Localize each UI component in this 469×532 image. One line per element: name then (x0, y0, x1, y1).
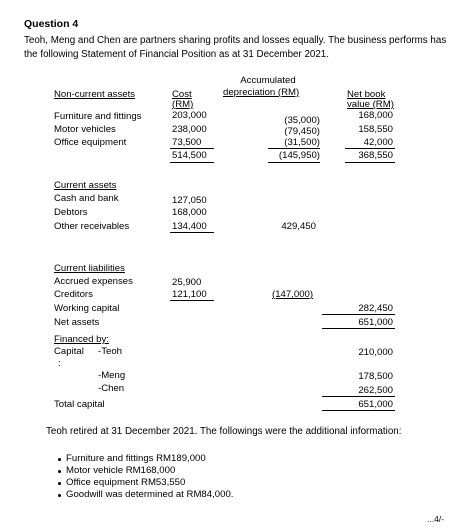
total-underline (345, 148, 395, 149)
working-capital-value: 282,450 (358, 303, 393, 314)
page-marker: ...4/- (427, 514, 445, 524)
total-underline (322, 328, 395, 329)
header-nbv: Net book (347, 89, 386, 100)
fixed-asset-cost: 73,500 (172, 137, 202, 148)
net-assets-value: 651,000 (358, 317, 393, 328)
current-asset-value: 168,000 (172, 207, 207, 218)
bullet-dot (58, 482, 61, 485)
current-liabilities-total: (147,000) (272, 289, 314, 300)
current-asset-name: Other receivables (54, 221, 130, 232)
current-asset-name: Cash and bank (54, 193, 119, 204)
current-asset-name: Debtors (54, 207, 88, 218)
bullet-item: Motor vehicle RM168,000 (66, 465, 176, 476)
header-cost: Cost (172, 89, 192, 100)
current-asset-value: 134,400 (172, 221, 207, 232)
capital-partner-name: -Teoh (98, 346, 122, 357)
retirement-text: Teoh retired at 31 December 2021. The followings were the additional information: (46, 426, 402, 437)
total-capital-label: Total capital (54, 399, 105, 410)
current-liabilities-title: Current liabilities (54, 263, 125, 274)
fixed-asset-nbv: 42,000 (363, 137, 393, 148)
capital-partner-name: -Chen (98, 383, 125, 394)
total-underline (170, 232, 214, 233)
colon-mark: : (58, 358, 61, 369)
fixed-asset-name: Office equipment (54, 137, 127, 148)
current-liability-value: 25,900 (172, 277, 202, 288)
current-liability-name: Creditors (54, 289, 93, 300)
fixed-asset-name: Motor vehicles (54, 124, 116, 135)
fixed-asset-name: Furniture and fittings (54, 111, 142, 122)
header-cost-rm: (RM) (172, 99, 194, 110)
total-underline (170, 162, 214, 163)
total-underline (268, 148, 320, 149)
financed-by-title: Financed by: (54, 334, 109, 345)
total-underline (170, 148, 214, 149)
fixed-asset-cost: 238,000 (172, 124, 207, 135)
capital-partner-value: 262,500 (358, 385, 393, 396)
intro-paragraph: Teoh, Meng and Chen are partners sharing profits and losses equally. The business performs has the following Statement of Financial Position as at 31 December 2021. (24, 35, 447, 60)
current-liability-value: 121,100 (172, 289, 207, 300)
total-underline (322, 410, 395, 411)
question-heading: Question 4 (24, 18, 79, 30)
fixed-asset-cost: 203,000 (172, 110, 207, 121)
net-assets-label: Net assets (54, 317, 100, 328)
header-accumulated: Accumulated (240, 75, 296, 86)
bullet-item: Goodwill was determined at RM84,000. (66, 489, 234, 500)
fixed-asset-dep: (31,500) (284, 137, 320, 148)
bullet-dot (58, 470, 61, 473)
fixed-asset-nbv: 168,000 (358, 110, 393, 121)
bullet-item: Furniture and fittings RM189,000 (66, 453, 206, 464)
fixed-total-cost: 514,500 (172, 150, 207, 161)
current-asset-value: 127,050 (172, 195, 207, 206)
total-underline (170, 300, 214, 301)
fixed-total-dep: (145,950) (278, 150, 320, 161)
capital-partner-name: -Meng (98, 370, 126, 381)
current-assets-title: Current assets (54, 180, 117, 191)
total-underline (268, 162, 320, 163)
working-capital-label: Working capital (54, 303, 120, 314)
total-capital-value: 651,000 (358, 399, 393, 410)
capital-label: Capital (54, 346, 84, 357)
bullet-dot (58, 458, 61, 461)
bullet-dot (58, 494, 61, 497)
current-liability-name: Accrued expenses (54, 276, 133, 287)
total-underline (322, 396, 395, 397)
total-underline (322, 314, 395, 315)
current-assets-total: 429,450 (281, 221, 316, 232)
header-nbv-rm: value (RM) (347, 99, 394, 110)
bullet-item: Office equipment RM53,550 (66, 477, 186, 488)
total-underline (345, 162, 395, 163)
fixed-total-nbv: 368,550 (358, 150, 393, 161)
capital-partner-value: 210,000 (358, 347, 393, 358)
header-depreciation: depreciation (RM) (223, 87, 300, 98)
fixed-asset-dep: (35,000) (284, 115, 320, 126)
capital-partner-value: 178,500 (358, 371, 393, 382)
header-non-current-assets: Non-current assets (54, 89, 136, 100)
fixed-asset-nbv: 158,550 (358, 124, 393, 135)
fixed-asset-dep: (79,450) (284, 126, 320, 137)
